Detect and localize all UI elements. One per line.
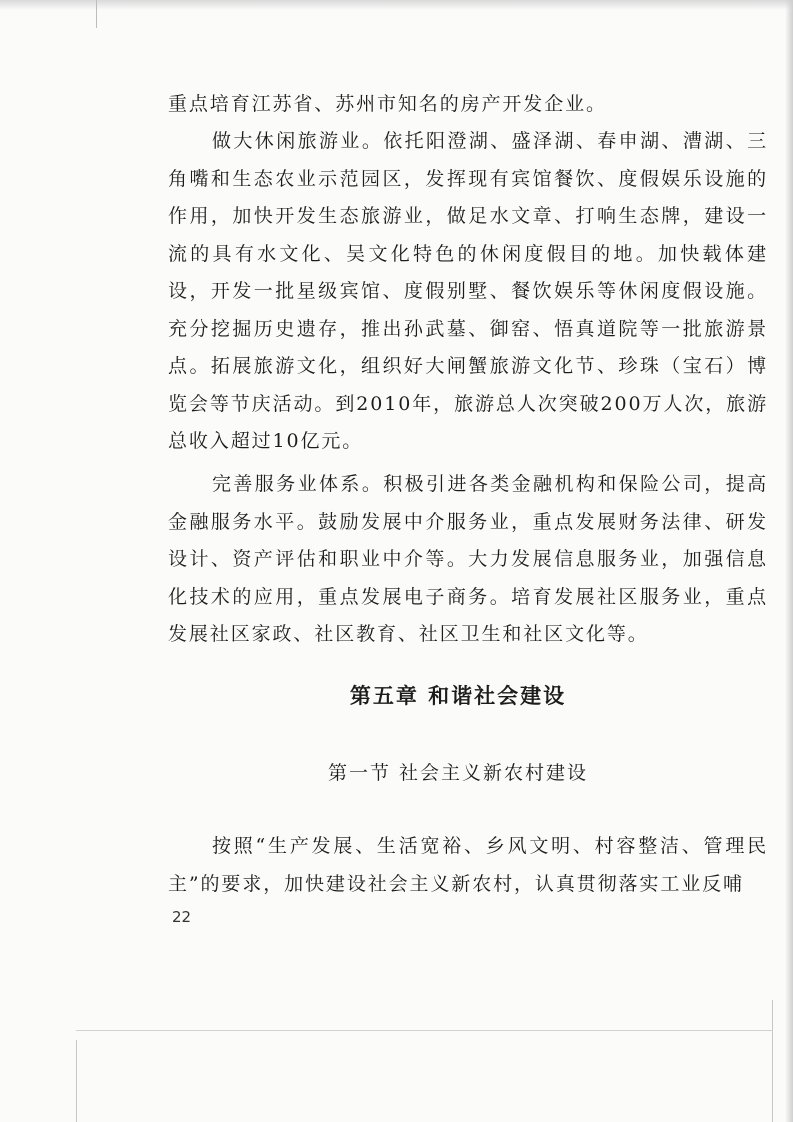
scan-edge-right	[785, 0, 793, 1122]
paragraph-service-system: 完善服务业体系。积极引进各类金融机构和保险公司，提高金融服务水平。鼓励发展中介服务业，重点发展财务法律、研发设计、资产评估和职业中介等。大力发展信息服务业，加强信息化技术的应用，重点发展电子商务。培育发展社区服务业，重点发展社区家政、社区教育、社区卫生和社区文化等。	[168, 473, 768, 645]
scan-fold-line	[76, 1040, 77, 1122]
scan-fold-line	[76, 1030, 773, 1031]
section-heading: 第一节 社会主义新农村建设	[327, 762, 589, 784]
page-number: 22	[172, 908, 192, 926]
paragraph-new-countryside: 按照“生产发展、生活宽裕、乡风文明、村容整洁、管理民主”的要求，加快建设社会主义新农村，认真贯彻落实工业反哺	[168, 835, 768, 895]
paragraph-real-estate: 重点培育江苏省、苏州市知名的房产开发企业。	[168, 93, 607, 115]
paragraph-leisure-tourism: 做大休闲旅游业。依托阳澄湖、盛泽湖、春申湖、漕湖、三角嘴和生态农业示范园区，发挥现有宾馆餐饮、度假娱乐设施的作用，加快开发生态旅游业，做足水文章、打响生态牌，建设一流的具有水文化、吴文化特色的休闲度假目的地。加快载体建设，开发一批星级宾馆、度假别墅、餐饮娱乐等休闲度假设施。充分挖掘历史遗存，推出孙武墓、御窑、悟真道院等一批旅游景点。拓展旅游文化，组织好大闸蟹旅游文化节、珍珠（宝石）博览会等节庆活动。到2010年，旅游总人次突破200万人次，旅游总收入超过10亿元。	[168, 130, 768, 452]
scan-fold-line	[772, 1000, 773, 1122]
chapter-heading: 第五章 和谐社会建设	[349, 684, 567, 708]
scan-fold-line	[96, 0, 97, 28]
scan-edge-top	[0, 0, 793, 10]
